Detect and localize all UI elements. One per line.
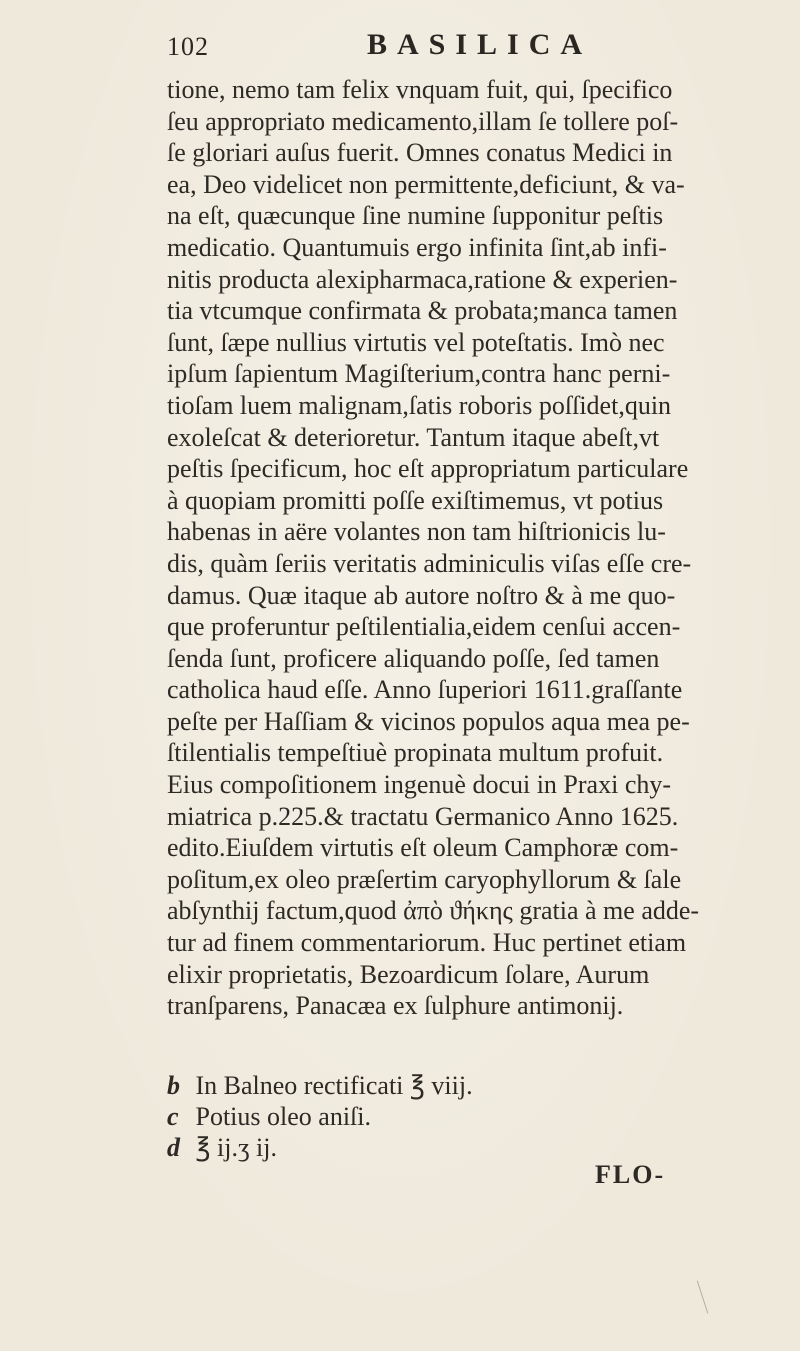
text-line: exoleſcat & deterioretur. Tantum itaque abeſt,vt (167, 422, 660, 452)
text-line: peſte per Haſſiam & vicinos populos aqua mea pe- (167, 706, 690, 736)
note-mark: c (167, 1102, 179, 1131)
note-text: ℥ ij.ʒ ij. (195, 1133, 277, 1162)
text-line: tia vtcumque confirmata & probata;manca tamen (167, 296, 678, 326)
text-line: ipſum ſapientum Magiſterium,contra hanc perni- (167, 359, 671, 389)
text-line: dis, quàm ſeriis veritatis adminiculis viſas eſſe cre- (167, 548, 692, 578)
page-number: 102 (167, 32, 209, 61)
text-line: habenas in aëre volantes non tam hiſtrionicis lu- (167, 517, 666, 547)
text-line: nitis producta alexipharmaca,ratione & experien- (167, 264, 678, 294)
note-mark: b (167, 1071, 180, 1100)
catchword: FLO- (595, 1160, 666, 1189)
text-line: Eius compoſitionem ingenuè docui in Praxi chy- (167, 770, 672, 800)
text-line: à quopiam promitti poſſe exiſtimemus, vt potius (167, 485, 664, 515)
text-line: ſe gloriari auſus fuerit. Omnes conatus Medici in (167, 138, 673, 168)
text-line: miatrica p.225.& tractatu Germanico Anno 1625. (167, 801, 679, 831)
page-header (167, 28, 637, 68)
text-line: elixir proprietatis, Bezoardicum ſolare, Aurum (167, 959, 650, 989)
text-line: edito.Eiuſdem virtutis eſt oleum Camphoræ com- (167, 833, 679, 863)
marginal-notes (167, 1070, 473, 1163)
note-text: In Balneo rectificati ℥ viij. (195, 1071, 473, 1100)
text-line: peſtis ſpecificum, hoc eſt appropriatum particulare (167, 454, 689, 484)
text-line: medicatio. Quantumuis ergo infinita ſint,ab infi- (167, 232, 667, 262)
text-line: tione, nemo tam felix vnquam fuit, qui, ſpecifico (167, 75, 673, 104)
paper-crease-mark (697, 1281, 708, 1314)
running-head: BASILICA (367, 28, 593, 61)
body-text (167, 74, 700, 1022)
text-line: que proferuntur peſtilentialia,eidem cenſui accen- (167, 612, 681, 642)
text-line: ſtilentialis tempeſtiuè propinata multum profuit. (167, 738, 664, 768)
note-line (167, 1132, 467, 1163)
text-line: na eſt, quæcunque ſine numine ſupponitur peſtis (167, 201, 664, 231)
note-mark: d (167, 1133, 180, 1162)
text-line: damus. Quæ itaque ab autore noſtro & à me quo- (167, 580, 676, 610)
text-line: ſenda ſunt, proficere aliquando poſſe, ſed tamen (167, 643, 660, 673)
text-line: catholica haud eſſe. Anno ſuperiori 1611.graſſante (167, 675, 683, 705)
text-line: poſitum,ex oleo præſertim caryophyllorum & ſale (167, 864, 682, 894)
text-line: tur ad finem commentariorum. Huc pertinet etiam (167, 928, 687, 958)
text-line: ſeu appropriato medicamento,illam ſe tollere poſ- (167, 106, 679, 136)
text-line: ea, Deo videlicet non permittente,deficiunt, & va- (167, 169, 685, 199)
text-line: tioſam luem malignam,ſatis roboris poſſidet,quin (167, 390, 672, 420)
text-line: ſunt, ſæpe nullius virtutis vel poteſtatis. Imò nec (167, 327, 665, 357)
note-line (167, 1070, 473, 1101)
text-line: abſynthij factum,quod ἀπὸ ϑήκης gratia à me adde- (167, 896, 700, 926)
note-text: Potius oleo aniſi. (195, 1102, 371, 1131)
note-line (167, 1101, 467, 1132)
text-line: tranſparens, Panacæa ex ſulphure antimonij. (167, 991, 624, 1021)
